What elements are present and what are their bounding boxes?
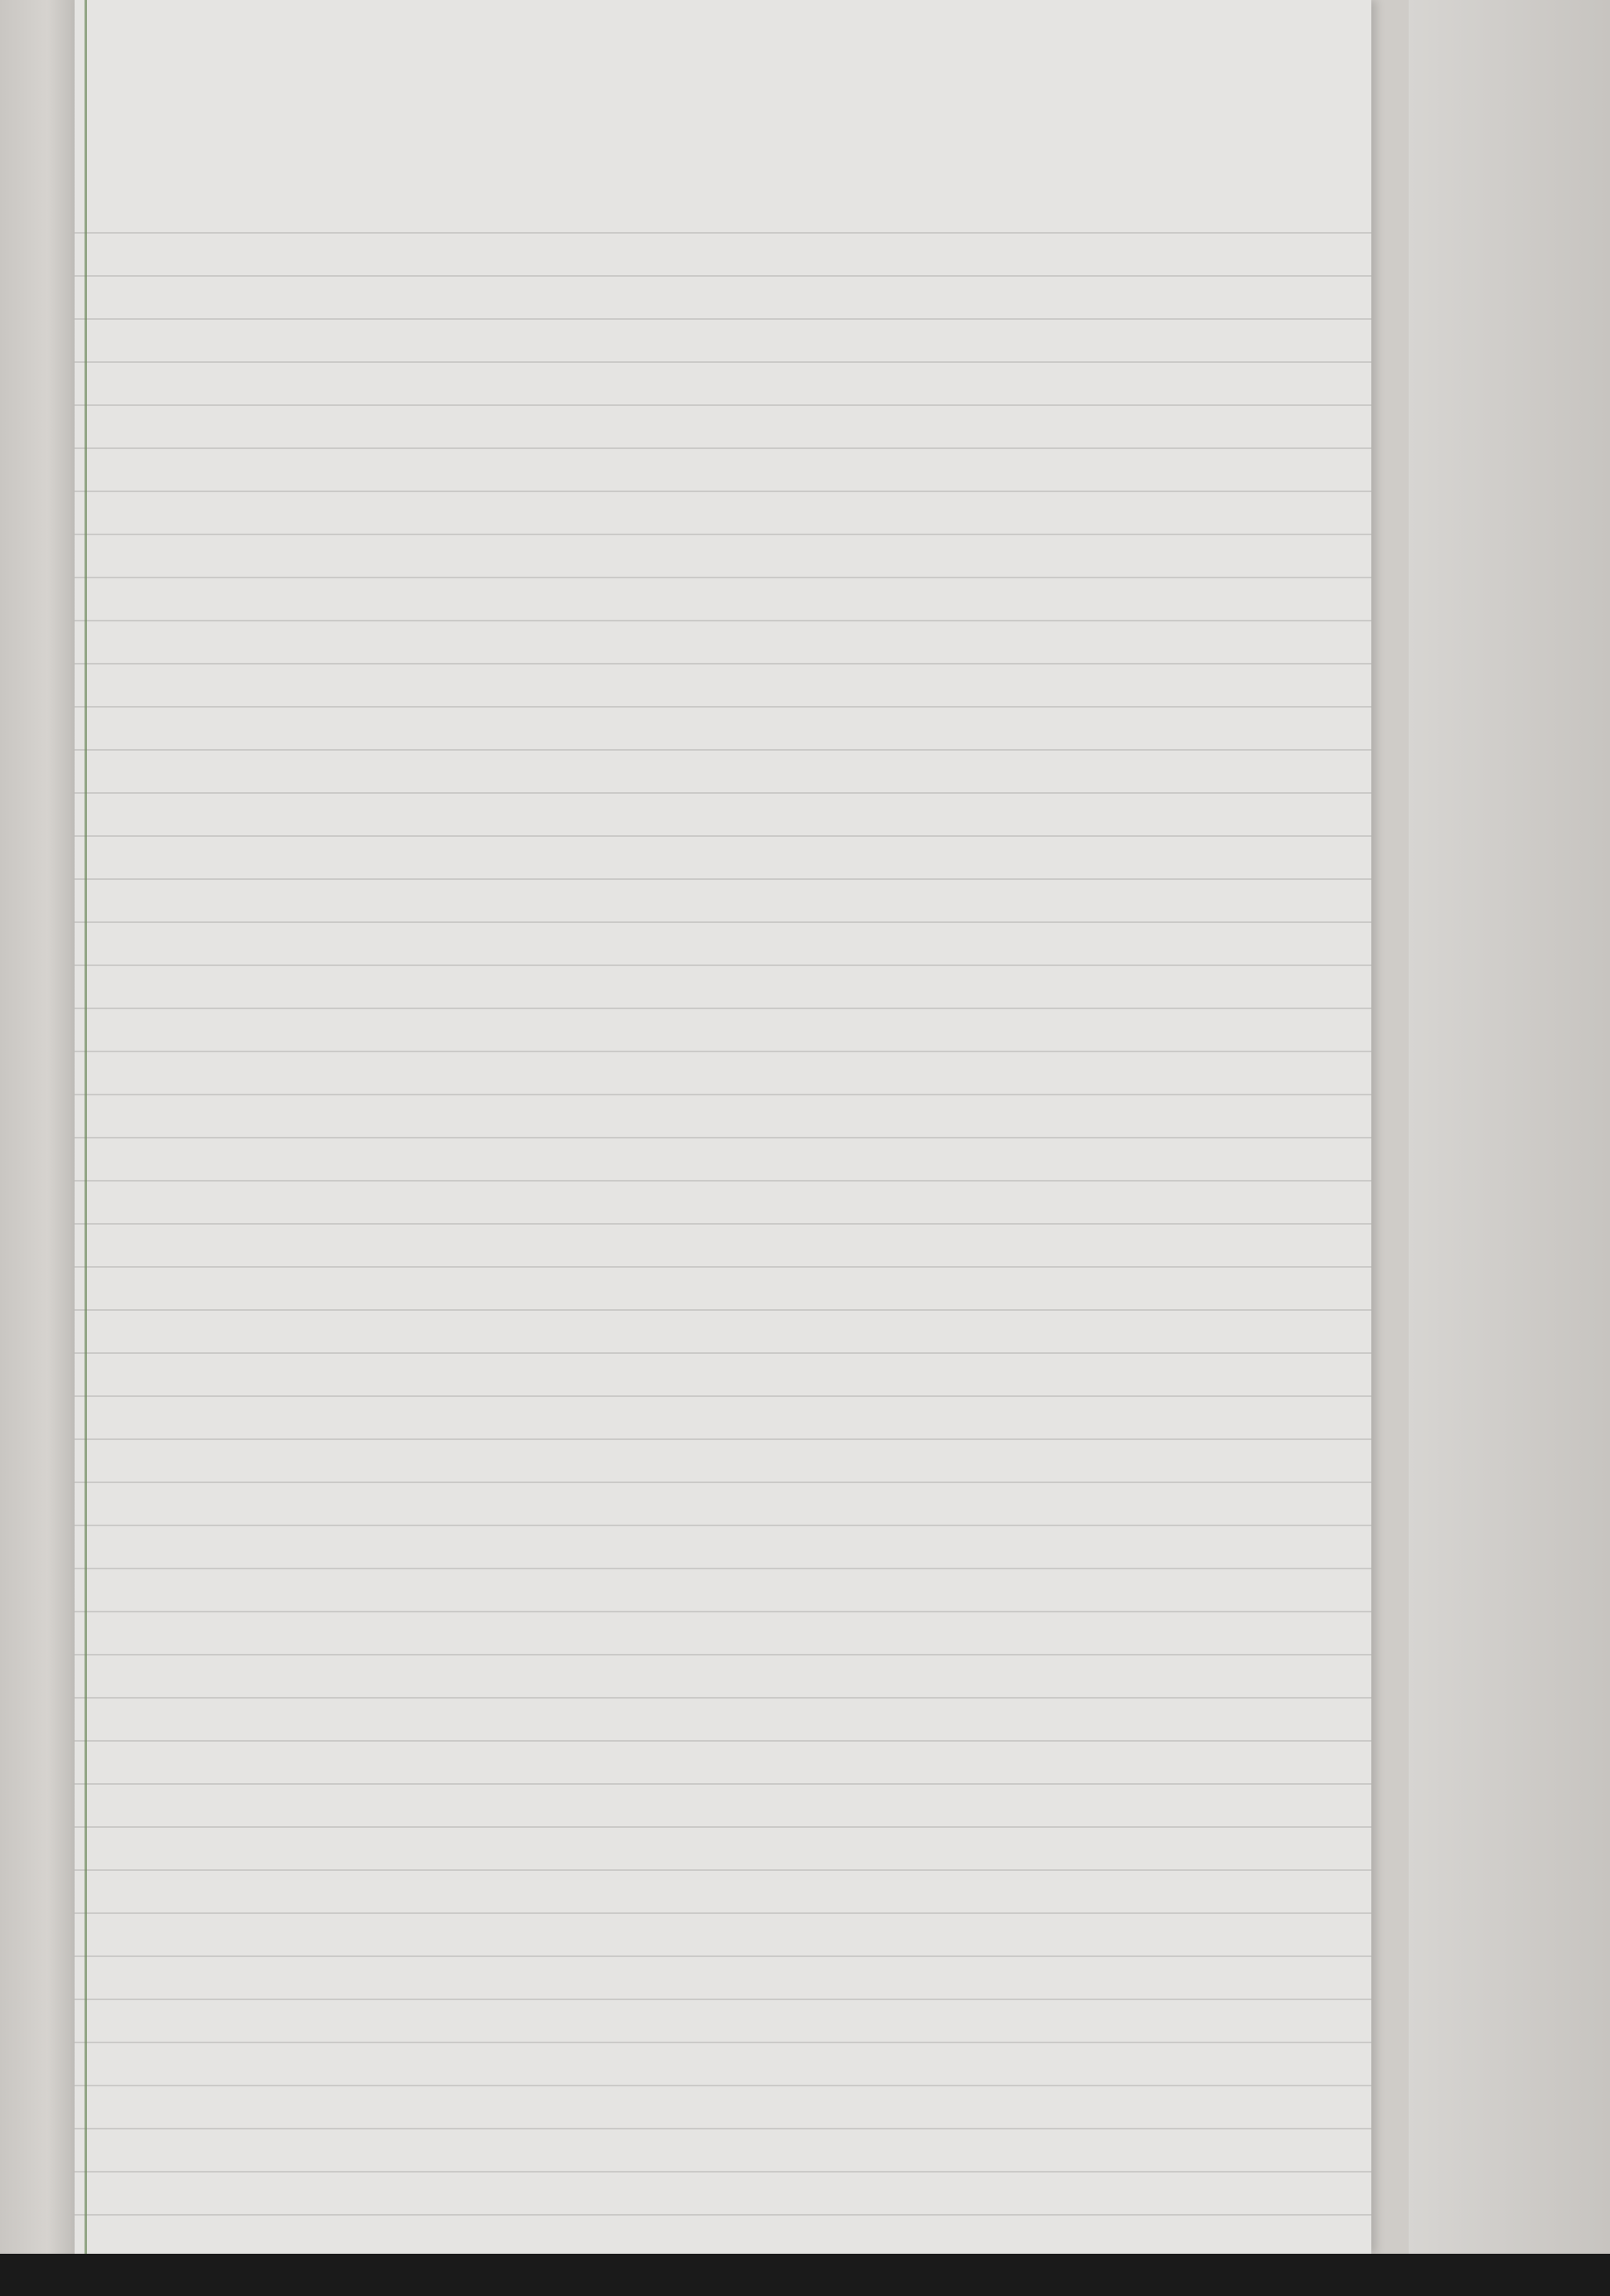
back-pages (1409, 0, 1610, 2254)
ledger-content (75, 0, 1371, 2254)
ledger-page (75, 0, 1371, 2254)
document-id-footer (0, 2254, 1610, 2296)
binder-cover-left (0, 0, 81, 2254)
